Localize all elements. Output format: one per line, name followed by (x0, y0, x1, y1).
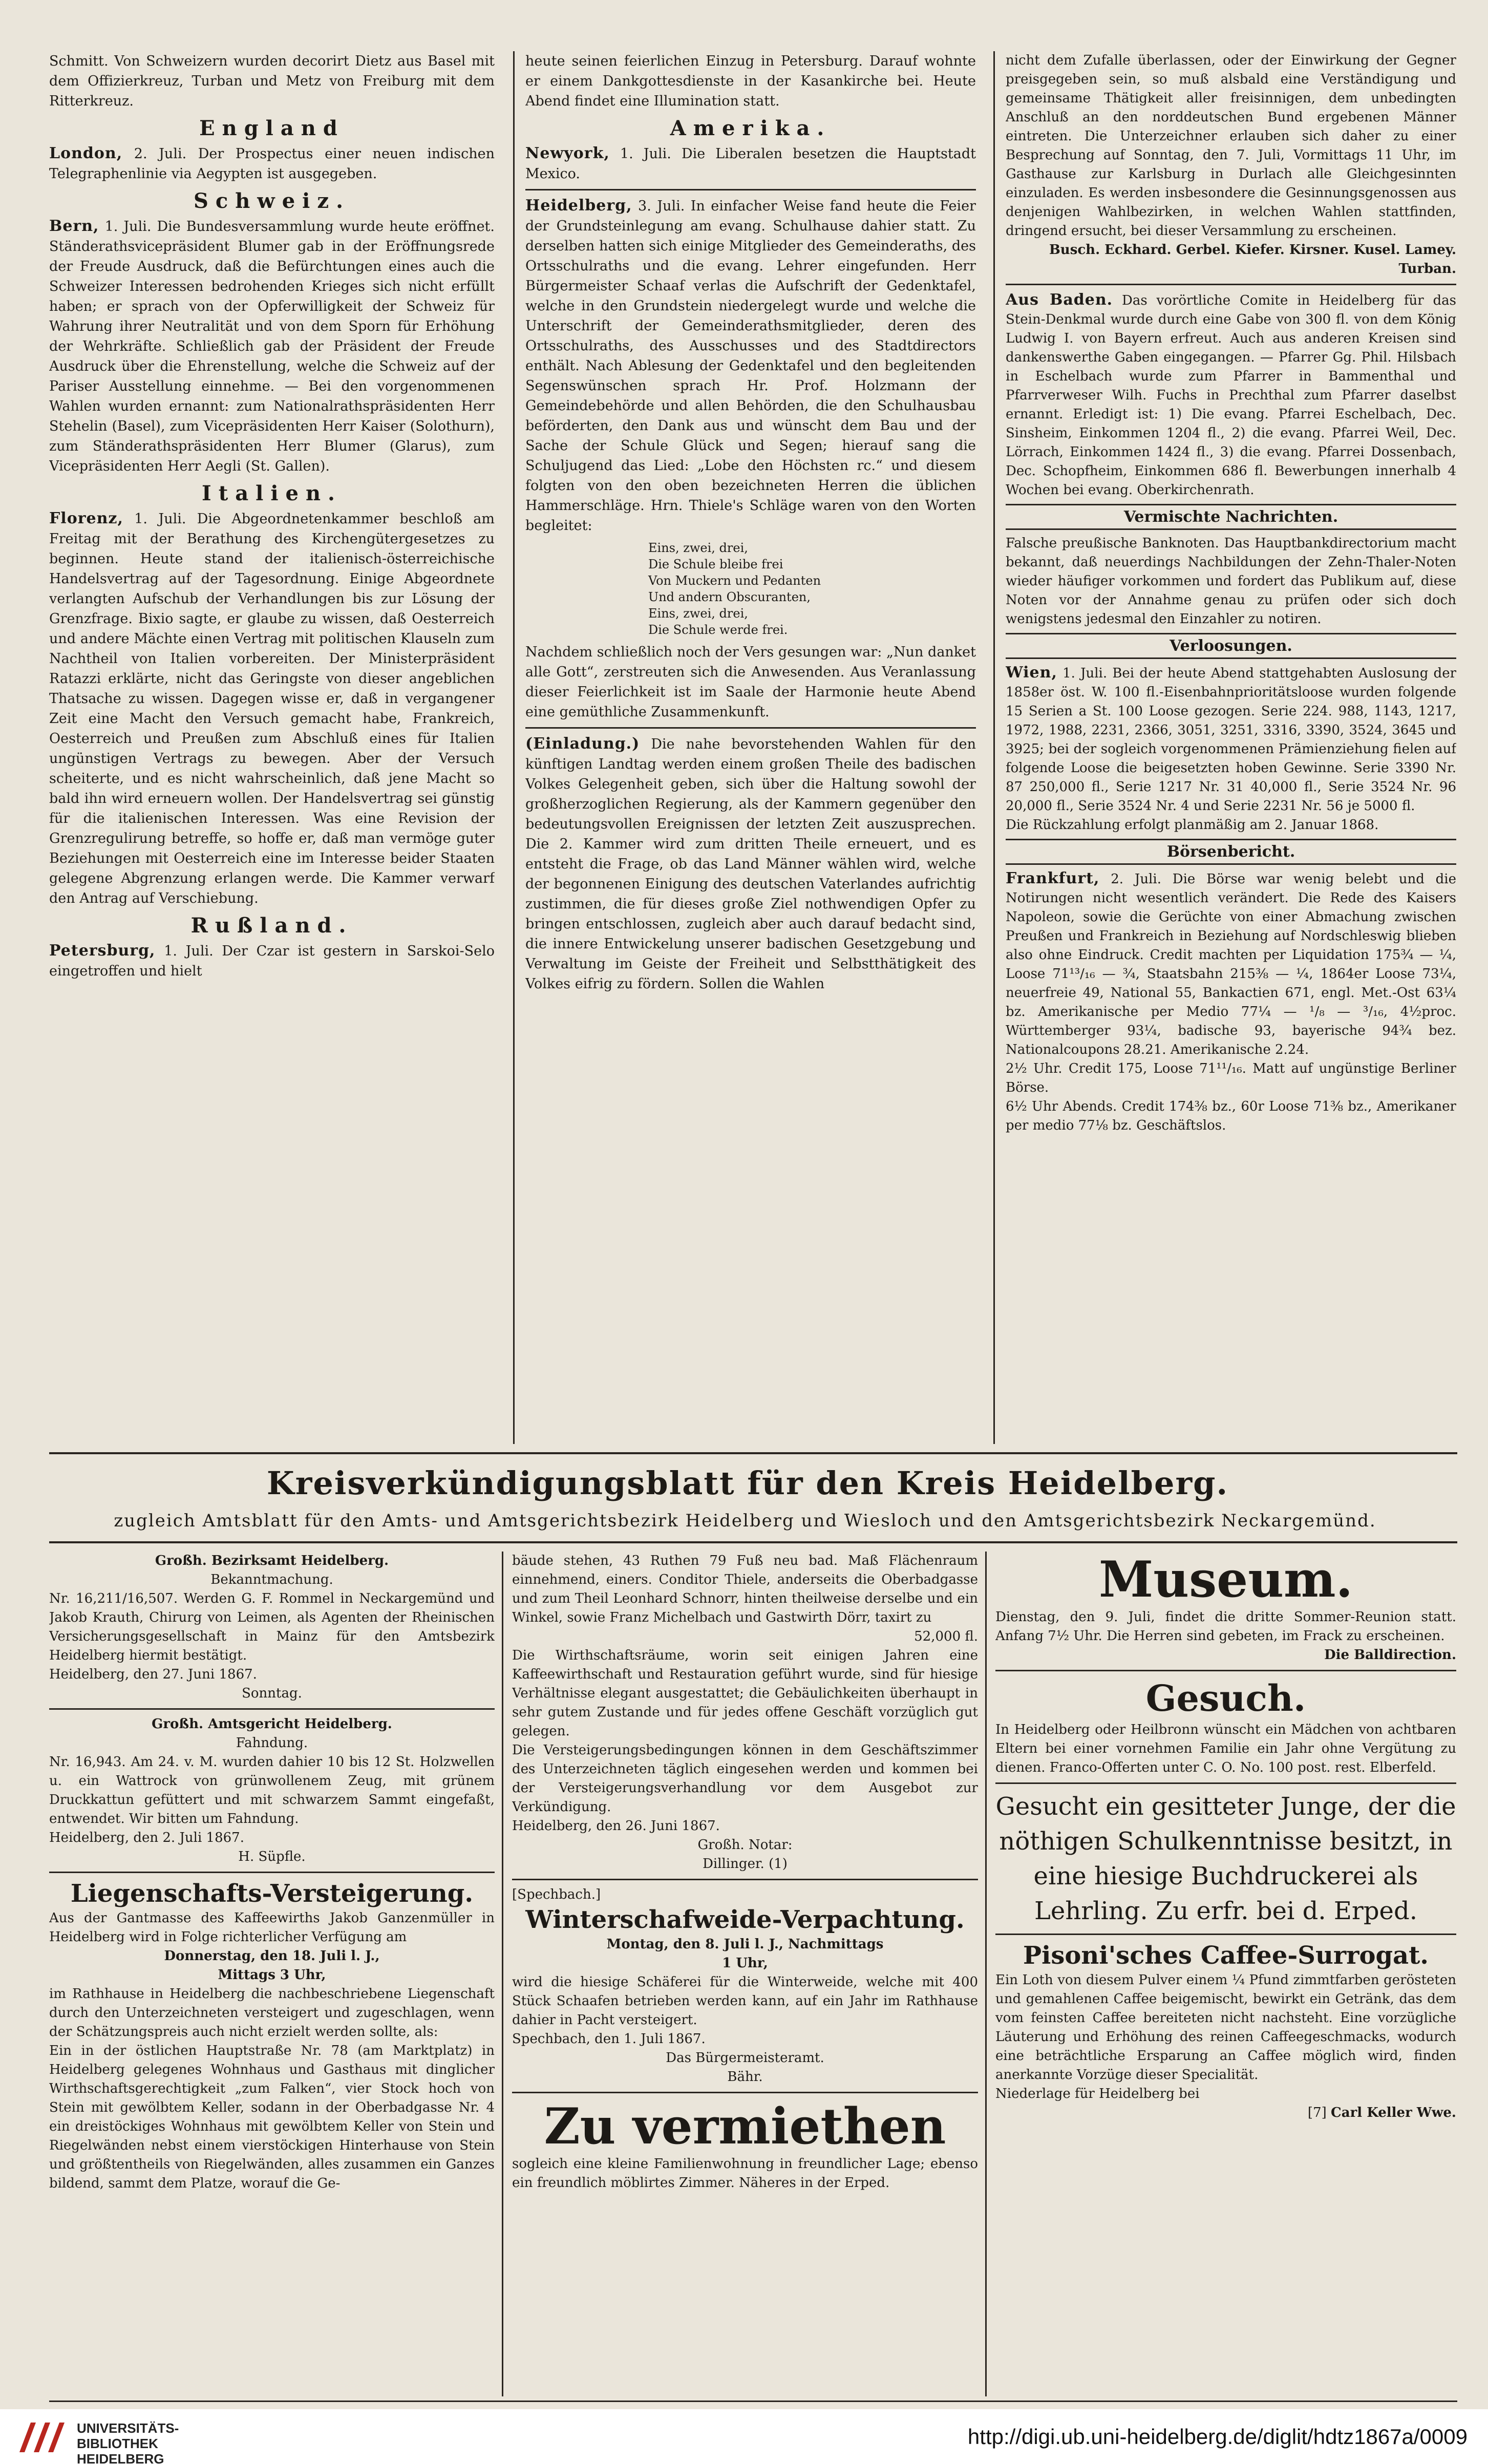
auction-date: Heidelberg, den 26. Juni 1867. (512, 1818, 720, 1834)
museum-text: Dienstag, den 9. Juli, findet die dritte Sommer-Reunion statt. Anfang 7½ Uhr. Die Herren sind gebeten, im Frack zu erscheinen. (995, 1609, 1456, 1644)
divider (512, 1879, 978, 1880)
notice-signature: H. Süpfle. (238, 1849, 306, 1864)
notice-signature: Sonntag. (242, 1686, 302, 1701)
section-heading-boersenbericht: Börsenbericht. (1006, 839, 1456, 865)
auction-amount: 52,000 fl. (914, 1629, 978, 1644)
coffee-outlet: Niederlage für Heidelberg bei (995, 2086, 1200, 2101)
request-text: In Heidelberg oder Heilbronn wünscht ein Mädchen von achtbaren Eltern bei einer vornehmen Familie ein Jahr ohne Vergütung zu dienen. Franco-Offerten unter C. O. No. 100 post. rest. Elberfeld. (995, 1722, 1456, 1775)
news-column-3 (1006, 51, 1456, 1444)
ads-column-2 (512, 1552, 978, 2396)
notice-number: (1) (769, 1856, 788, 1872)
verse-line: Eins, zwei, drei, (648, 541, 748, 555)
place-tag: [Spechbach.] (512, 1887, 601, 1902)
divider (49, 1872, 495, 1873)
section-heading-italien: Italien. (202, 481, 342, 505)
section-heading-vermischte: Vermischte Nachrichten. (1006, 504, 1456, 530)
text-paragraph: 6½ Uhr Abends. Credit 174⅜ bz., 60r Loose 71⅜ bz., Amerikaner per medio 77⅛ bz. Geschäftslos. (1006, 1099, 1456, 1133)
museum-heading: Museum. (1099, 1552, 1353, 1608)
text-paragraph: Nachdem schließlich noch der Vers gesungen war: „Nun danket alle Gott“, zerstreuten sich die Anwesenden. Aus Veranlassung dieser Feierlichkeit ist im Saale der Harmonie heute Abend eine gemüthliche Zusammenkunft. (525, 644, 976, 720)
divider (995, 1934, 1456, 1935)
text-paragraph: nicht dem Zufalle überlassen, oder der Einwirkung der Gegner preisgegeben sein, so muß alsbald eine Verständigung und gemeinsame Thätigkeit aller freisinnigen, dem unbedingten Anschluß an den norddeutschen Bund ergebenen Männer eintreten. Die Unterzeichner erlauben sich daher zu einer Besprechung auf Sonntag, den 7. Juli, Vormittags 11 Uhr, im Gasthause zur Karlsburg in Durlach alle Gleichgesinnten einzuladen. Es werden insbesondere die Gesinnungsgenossen aus denjenigen Wahlbezirken, in welchen Wahlen stattfinden, dringend ersucht, bei dieser Versammlung zu erscheinen. (1006, 53, 1456, 239)
auction-heading: Liegenschafts-Versteigerung. (70, 1879, 474, 1908)
section-heading-verloosungen: Verloosungen. (1006, 633, 1456, 659)
dateline-florenz: Florenz, (49, 509, 123, 527)
text-paragraph: 2. Juli. Die Börse war wenig belebt und die Notirungen nicht wesentlich verändert. Die Rede des Kaisers Napoleon, sowie die Gerüchte von einer Abmachung zwischen Preußen und Frankreich in Beziehung auf Nordschleswig blieben also ohne Eindruck. Credit machten per Liquidation 175¾ — ¼, Loose 71¹³/₁₆ — ¾, Staatsbahn 215⅜ — ¼, 1864er Loose 73¼, neuerfreie 49, National 55, Bankactien 671, engl. Met.-Ost 63¼ bz. Amerikanische per Medio 77¼ — ¹/₈ — ³/₁₆, 4½proc. Württemberger 93¼, badische 93, bayerische 94¾ bez. Nationalcoupons 28.21. Amerikanische 2.24. (1006, 872, 1456, 1057)
verse-block (648, 540, 976, 638)
library-name-line: BIBLIOTHEK (77, 2436, 158, 2451)
coffee-seller: Carl Keller Wwe. (1331, 2105, 1456, 2120)
column-divider (993, 51, 995, 1444)
lease-place: Spechbach, den 1. Juli 1867. (512, 2031, 706, 2047)
verse-line: Eins, zwei, drei, (648, 606, 748, 621)
divider (995, 1782, 1456, 1784)
section-heading-england: England (199, 116, 345, 140)
masthead-subtitle: zugleich Amtsblatt für den Amts- und Amtsgerichtsbezirk Heidelberg und Wiesloch und den Amtsgerichtsbezirk Neckargemünd. (114, 1511, 1376, 1531)
divider (995, 1670, 1456, 1671)
dateline-frankfurt: Frankfurt, (1006, 869, 1100, 887)
lease-time: 1 Uhr, (722, 1956, 768, 1971)
dateline-newyork: Newyork, (525, 144, 610, 162)
masthead-title: Kreisverkündigungsblatt für den Kreis Heidelberg. (266, 1464, 1229, 1502)
university-library-logo-icon (15, 2418, 67, 2455)
notice-subheading: Bekanntmachung. (210, 1572, 333, 1587)
verse-line: Die Schule bleibe frei (648, 557, 783, 571)
notice-number: [7] (1307, 2105, 1327, 2120)
masthead-rule-bottom (49, 1541, 1457, 1543)
notice-heading: Großh. Amtsgericht Heidelberg. (152, 1716, 392, 1732)
notice-heading: Großh. Bezirksamt Heidelberg. (155, 1553, 389, 1568)
lease-signature: Bähr. (727, 2069, 763, 2085)
text-paragraph: Die nahe bevorstehenden Wahlen für den künftigen Landtag werden einem großen Theile des badischen Volkes Gelegenheit geben, sich über die Haltung sowohl der großherzoglichen Regierung, als der Kammern gegenüber den bedeutungsvollen Ereignissen der letzten Zeit auszusprechen. Die 2. Kammer wird zum dritten Theile erneuert, und es entsteht die Frage, ob das Land Männer wählen wird, welche der begonnenen Einigung des deutschen Vaterlandes aufrichtig zustimmen, die für dieses große Ziel nothwendigen Opfer zu bringen entschlossen, zugleich aber auch darauf bedacht sind, die innere Entwickelung unserer badischen Gesetzgebung und Verwaltung im Geiste der Freiheit und Selbstthätigkeit des Volkes eifrig zu fördern. Sollen die Wahlen (525, 736, 976, 992)
bottom-rule (49, 2401, 1457, 2402)
divider (512, 2092, 978, 2093)
auction-text: im Rathhause in Heidelberg die nachbeschriebene Liegenschaft durch den Unterzeichneten versteigert und zugeschlagen, wenn der Schätzungspreis auch nicht erzielt werden sollte, als: (49, 1986, 495, 2040)
auction-text: Aus der Gantmasse des Kaffeewirths Jakob Ganzenmüller in Heidelberg wird in Folge richterlicher Verfügung am (49, 1910, 495, 1945)
text-paragraph: Schmitt. Von Schweizern wurden decorirt Dietz aus Basel mit dem Offizierkreuz, Turban und Metz von Freiburg mit dem Ritterkreuz. (49, 53, 495, 109)
lease-date: Montag, den 8. Juli l. J., Nachmittags (606, 1937, 884, 1952)
dateline-baden: Aus Baden. (1006, 291, 1113, 309)
notary-office: Großh. Notar: (697, 1837, 793, 1853)
auction-text: Die Versteigerungsbedingungen können in dem Geschäftszimmer des Unterzeichneten täglich eingesehen werden und kommen bei der Versteigerungsverhandlung vor dem Ausgebot zur Verkündigung. (512, 1743, 978, 1815)
text-paragraph: 1. Juli. Die Abgeordnetenkammer beschloß am Freitag mit der Berathung des Kirchengütergesetzes zu beginnen. Heute stand der italienisch-österreichische Handelsvertrag auf der Tagesordnung. Einige Abgeordnete verlangten Aufschub der Verhandlungen bis zur Lösung der Grenzfrage. Bixio sagte, er glaube zu wissen, daß Oesterreich und andere Mächte einen Vertrag mit politischen Klauseln zum Nachtheil von Italien vorbereiten. Der Ministerpräsident Ratazzi erklärte, nicht das Geringste von dieser angeblichen Thatsache zu wissen. Dagegen wisse er, daß in vergangener Zeit eine Macht den Versuch gemacht habe, Frankreich, Oesterreich und Preußen zum Abschluß eines für Italien ungünstigen Vertrags zu bewegen. Aber der Versuch scheiterte, und es nicht wahrscheinlich, daß jene Macht so bald ihn wird erneuern wollen. Der Handelsvertrag sei günstig für die italienischen Interessen. Was eine Revision der Grenzregulirung betreffe, so hoffe er, daß man vermöge guter Beziehungen mit Oesterreich eine im Interesse beider Staaten gelegene Abgrenzung erlangen werde. Die Kammer verwarf den Antrag auf Verschiebung. (49, 511, 495, 906)
auction-text: bäude stehen, 43 Ruthen 79 Fuß neu bad. Maß Flächenraum einnehmend, einers. Conditor Thiele, anderseits die Oberbadgasse und zum Theil Leonhard Schnorr, hinten theilweise derselbe und ein Winkel, sowie Franz Michelbach und Gastwirth Dörr, taxirt zu (512, 1553, 978, 1625)
auction-text: Ein in der östlichen Hauptstraße Nr. 78 (am Marktplatz) in Heidelberg gelegenes Wohnhaus und Gasthaus mit dinglicher Wirthschaftsgerechtigkeit „zum Falken“, vier Stock hoch von Stein mit gewölbtem Keller, sodann in der Oberbadgasse Nr. 4 ein dreistöckiges Wohnhaus mit gewölbtem Keller von Stein und Riegelwänden nebst einem vierstöckigen Hinterhause von Stein und größtentheils von Riegelwänden, alles zusammen ein Ganzes bildend, sammt dem Platze, worauf die Ge- (49, 2043, 495, 2191)
lease-text: wird die hiesige Schäferei für die Winterweide, welche mit 400 Stück Schaafen betrieben werden kann, auf ein Jahr im Rathhause dahier in Pacht versteigert. (512, 1974, 978, 2028)
auction-time: Mittags 3 Uhr, (218, 1967, 326, 1983)
text-paragraph: 2. Juli. Der Prospectus einer neuen indischen Telegraphenlinie via Aegypten ist ausgegeben. (49, 146, 495, 182)
notice-date: Heidelberg, den 2. Juli 1867. (49, 1830, 244, 1845)
library-name-line: UNIVERSITÄTS- (77, 2420, 179, 2436)
news-column-1 (49, 51, 495, 1444)
dateline-bern: Bern, (49, 217, 99, 235)
dateline-petersburg: Petersburg, (49, 942, 156, 960)
text-paragraph: heute seinen feierlichen Einzug in Petersburg. Darauf wohnte er einem Dankgottesdienste in der Kasankirche bei. Heute Abend findet eine Illumination statt. (525, 53, 976, 109)
divider (525, 189, 976, 190)
divider (49, 1708, 495, 1710)
ads-column-1 (49, 1552, 495, 2396)
notice-text: Nr. 16,943. Am 24. v. M. wurden dahier 10 bis 12 St. Holzwellen u. ein Wattrock von grünwollenem Zeug, mit grünem Druckkattun gefüttert und mit schwarzem Sammt eingefaßt, entwendet. Wir bitten um Fahndung. (49, 1754, 495, 1826)
dateline-heidelberg: Heidelberg, (525, 197, 632, 215)
text-paragraph: 3. Juli. In einfacher Weise fand heute die Feier der Grundsteinlegung am evang. Schulhause dahier statt. Zu derselben hatten sich einige Mitglieder des Gemeinderaths, des Ortsschulraths und die evang. Lehrer eingefunden. Herr Bürgermeister Schaaf verlas die Aufschrift der Gedenktafel, welche in den Grundstein niedergelegt wurde und welche die Unterschrift der Gemeinderathsmitglieder, deren des Ortsschulraths, des Ausschusses und des Stadtdirectors enthält. Nach Ablesung der Gedenktafel und den begleitenden Segenswünschen sprach Hr. Prof. Holzmann der Gemeindebehörde und allen Behörden, die den Schulhausbau beförderten, den Dank aus und wünscht dem Bau und der Sache der Schule Glück und Segen; hierauf sang die Schuljugend das Lied: „Lobe den Höchsten rc.“ und diesem folgten von den oben bezeichneten Herren die üblichen Hammerschläge. Hrn. Thiele's Schläge waren von den Worten begleitet: (525, 198, 976, 534)
text-paragraph: Falsche preußische Banknoten. Das Hauptbankdirectorium macht bekannt, daß neuerdings Nachbildungen der Zehn-Thaler-Noten wieder häufiger vorkommen und fordert das Publikum auf, diese Noten vor der Annahme genau zu prüfen oder sich doch wenigstens jedesmal den Einzahler zu notiren. (1006, 536, 1456, 627)
lease-heading: Winterschafweide-Verpachtung. (525, 1905, 965, 1934)
text-paragraph: 1. Juli. Der Czar ist gestern in Sarskoi-Selo eingetroffen und hielt (49, 943, 495, 979)
auction-date: Donnerstag, den 18. Juli l. J., (164, 1948, 380, 1964)
notice-text: Nr. 16,211/16,507. Werden G. F. Rommel in Neckargemünd und Jakob Krauth, Chirurg von Leimen, als Agenten der Rheinischen Versicherungsgesellschaft in Mainz für den Amtsbezirk Heidelberg hiermit bestätigt. (49, 1591, 495, 1663)
coffee-heading: Pisoni'sches Caffee-Surrogat. (1023, 1941, 1429, 1970)
verse-line: Von Muckern und Pedanten (648, 573, 821, 588)
notary-signature: Dillinger. (703, 1856, 764, 1872)
auction-text: Die Wirthschaftsräume, worin seit einigen Jahren eine Kaffeewirthschaft und Restauration geführt wurde, sind für hiesige Verhältnisse elegant ausgestattet; die Gebäulichkeiten überhaupt in sehr gutem Zustande und für jedes offene Geschäft vorzüglich gut gelegen. (512, 1648, 978, 1739)
text-paragraph: Das vorörtliche Comite in Heidelberg für das Stein-Denkmal wurde durch eine Gabe von 300 fl. von dem König Ludwig I. von Bayern erfreut. Auch aus anderen Kreisen sind dankenswerthe Gaben eingegangen. — Pfarrer Gg. Phil. Hilsbach in Eschelbach wurde zum Pfarrer in Bammenthal und Pfarrverweser Wilh. Fuchs in Prechthal zum Pfarrer daselbst ernannt. Erledigt ist: 1) Die evang. Pfarrei Eschelbach, Dec. Sinsheim, Einkommen 1204 fl., 2) die evang. Pfarrei Weil, Dec. Lörrach, Einkommen 1424 fl., 3) die evang. Pfarrei Dossenbach, Dec. Schopfheim, Einkommen 686 fl. Bewerbungen innerhalb 4 Wochen bei evang. Oberkirchenrath. (1006, 293, 1456, 498)
einladung-lead: (Einladung.) (525, 735, 640, 753)
rent-text: sogleich eine kleine Familienwohnung in freundlicher Lage; ebenso ein freundlich möblirtes Zimmer. Näheres in der Erped. (512, 2156, 978, 2191)
verse-line: Die Schule werde frei. (648, 623, 788, 637)
verse-line: Und andern Obscuranten, (648, 590, 811, 604)
signatories: Busch. Eckhard. Gerbel. Kiefer. Kirsner. Kusel. Lamey. Turban. (1049, 242, 1456, 277)
column-divider (502, 1552, 503, 2396)
section-heading-schweiz: Schweiz. (193, 189, 351, 213)
text-paragraph: 2½ Uhr. Credit 175, Loose 71¹¹/₁₆. Matt auf ungünstige Berliner Börse. (1006, 1061, 1456, 1095)
text-paragraph: 1. Juli. Bei der heute Abend stattgehabten Auslosung der 1858er öst. W. 100 fl.-Eisenbahnprioritätsloose wurden folgende 15 Serien a St. 100 Loose gezogen. Serie 224. 988, 1143, 1217, 1972, 1988, 2231, 2366, 3051, 3251, 3316, 3390, 3524, 3645 und 3925; bei der sogleich vorgenommenen Prämienziehung fielen auf folgende Loose die beigesetzten hoben Gewinne. Serie 3390 Nr. 87 250,000 fl., Serie 1217 Nr. 31 40,000 fl., Serie 3524 Nr. 96 20,000 fl., Serie 3524 Nr. 4 und Serie 2231 Nr. 56 je 5000 fl. (1006, 666, 1456, 814)
ads-column-3 (995, 1552, 1456, 2396)
library-footer (0, 2409, 1488, 2464)
notice-subheading: Fahndung. (236, 1735, 308, 1751)
text-paragraph: 1. Juli. Die Liberalen besetzen die Hauptstadt Mexico. (525, 146, 976, 182)
section-heading-amerika: Amerika. (670, 116, 832, 140)
notice-date: Heidelberg, den 27. Juni 1867. (49, 1667, 257, 1682)
rent-heading: Zu vermiethen (544, 2097, 946, 2155)
apprentice-ad: Gesucht ein gesitteter Junge, der die nöthigen Schulkenntnisse besitzt, in eine hiesige Buchdruckerei als Lehrling. Zu erfr. bei d. Erped. (995, 1792, 1456, 1925)
column-divider (985, 1552, 987, 2396)
dateline-wien: Wien, (1006, 664, 1057, 682)
dateline-london: London, (49, 144, 123, 162)
divider (1006, 284, 1456, 285)
divider (525, 727, 976, 729)
text-paragraph: 1. Juli. Die Bundesversammlung wurde heute eröffnet. Ständerathsvicepräsident Blumer gab in der Eröffnungsrede der Freude Ausdruck, daß die Befürchtungen eines auch die Schweizer Interessen bedrohenden Krieges sich nicht erfüllt haben; er sprach von der Opferwilligkeit der Schweiz für Wahrung ihrer Neutralität und von dem Sporn für Erhöhung der Wehrkräfte. Schließlich gab der Präsident der Freude Ausdruck über die Ehrenstellung, welche die Schweiz auf der Pariser Ausstellung einnehme. — Bei den vorgenommenen Wahlen wurden ernannt: zum Nationalrathspräsidenten Herr Stehelin (Basel), zum Vicepräsidenten Herr Kaiser (Solothurn), zum Ständerathspräsidenten Herr Blumer (Glarus), zum Vicepräsidenten Herr Aegli (St. Gallen). (49, 219, 495, 474)
library-name (77, 2420, 179, 2464)
column-divider (513, 51, 515, 1444)
masthead-rule-top (49, 1452, 1457, 1454)
text-paragraph: Die Rückzahlung erfolgt planmäßig am 2. Januar 1868. (1006, 817, 1379, 833)
library-name-line: HEIDELBERG (77, 2451, 164, 2464)
news-column-2 (525, 51, 976, 1444)
section-heading-russland: Rußland. (190, 914, 353, 938)
coffee-text: Ein Loth von diesem Pulver einem ¼ Pfund zimmtfarben gerösteten und gemahlenen Caffee beigemischt, bewirkt ein Getränk, das dem vom feinsten Caffee bereiteten nicht nachsteht. Eine vorzügliche Läuterung und Erhöhung des reinen Caffeegeschmacks, wodurch eine beträchtliche Ersparung an Caffee möglich wird, finden anerkannte Vorzüge dieser Specialität. (995, 1972, 1456, 2083)
request-heading: Gesuch. (1145, 1677, 1306, 1719)
lease-office: Das Bürgermeisteramt. (666, 2050, 824, 2066)
source-url-link[interactable]: http://digi.ub.uni-heidelberg.de/diglit/hdtz1867a/0009 (967, 2425, 1468, 2449)
museum-signature: Die Balldirection. (1324, 1647, 1456, 1663)
